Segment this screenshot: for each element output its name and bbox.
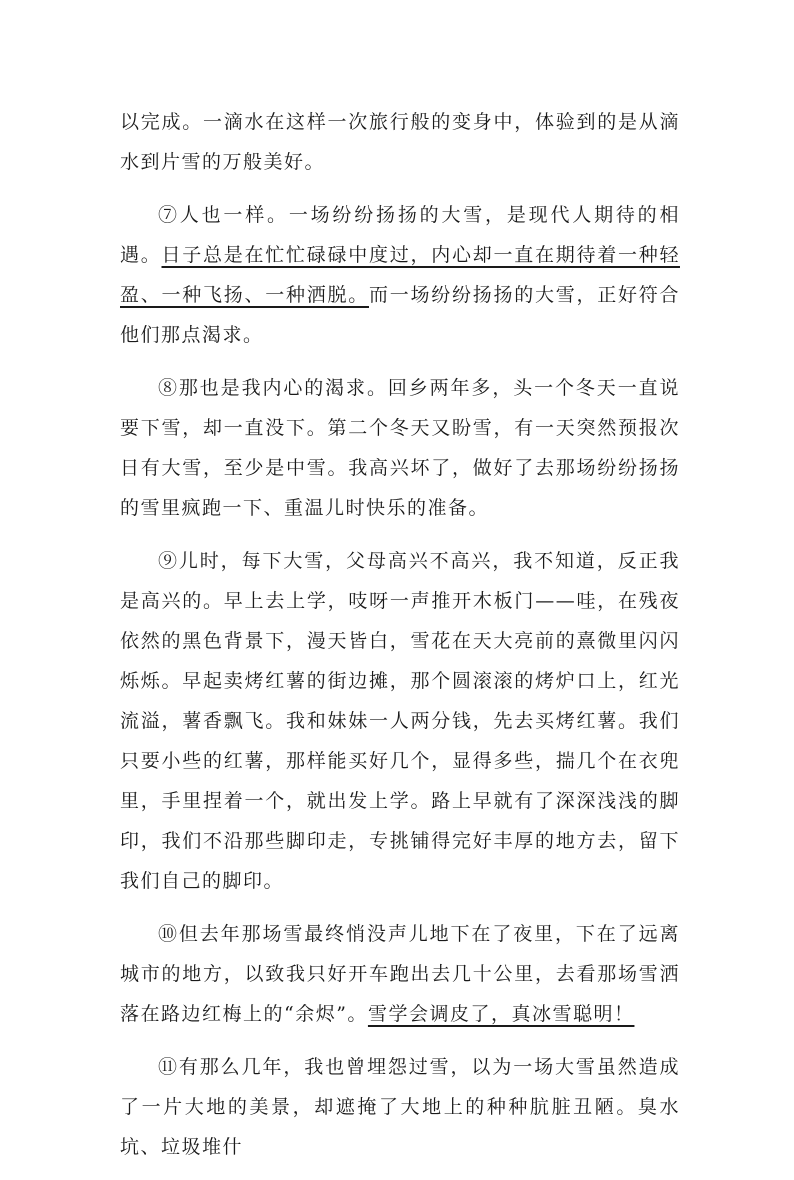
paragraph-text: ⑨儿时，每下大雪，父母高兴不高兴，我不知道，反正我是高兴的。早上去上学，吱呀一声推开木板门——哇，在残夜依然的黑色背景下，漫天皆白，雪花在天大亮前的熹微里闪闪烁烁。早起卖烤红薯的街边摊，那个圆滚滚的烤炉口上，红光流溢，薯香飘飞。我和妹妹一人两分钱，先去买烤红薯。我们只要小些的红薯，那样能买好几个，显得多些，揣几个在衣兜里，手里捏着一个，就出发上学。路上早就有了深深浅浅的脚印，我们不沿那些脚印走，专挑铺得完好丰厚的地方去，留下我们自己的脚印。 [120,550,680,892]
paragraph-text: ⑪有那么几年，我也曾埋怨过雪，以为一场大雪虽然造成了一片大地的美景，却遮掩了大地上的种种肮脏丑陋。臭水坑、垃圾堆什 [120,1056,680,1158]
paragraph-text: ⑦人也一样。一场纷纷扬扬的大雪，是现代人期待的相遇。 [120,204,680,266]
paragraph-text: ⑩但去年那场雪最终悄没声儿地下在了夜里，下在了远离城市的地方，以致我只好开车跑出去几十公里，去看那场雪洒落在路边红梅上的“余烬”。 [120,923,680,1025]
paragraph-continuation [120,102,680,182]
paragraph-10 [120,914,680,1034]
underlined-sentence: 雪学会调皮了，真冰雪聪明！ [367,1003,635,1025]
paragraph-text: 而一场纷纷扬扬的大雪，正好符合他们那点渴求。 [120,284,680,346]
paragraph-text: ⑧那也是我内心的渴求。回乡两年多，头一个冬天一直说要下雪，却一直没下。第二个冬天又盼雪，有一天突然预报次日有大雪，至少是中雪。我高兴坏了，做好了去那场纷纷扬扬的雪里疯跑一下、重温儿时快乐的准备。 [120,377,680,519]
paragraph-9 [120,541,680,901]
article-body [120,102,680,1180]
paragraph-8 [120,368,680,528]
paragraph-11 [120,1047,680,1167]
paragraph-7 [120,195,680,355]
underlined-sentence: 日子总是在忙忙碌碌中度过，内心却一直在期待着一种轻盈、一种飞扬、一种洒脱。 [120,244,680,306]
paragraph-text: 以完成。一滴水在这样一次旅行般的变身中，体验到的是从滴水到片雪的万般美好。 [120,111,680,173]
